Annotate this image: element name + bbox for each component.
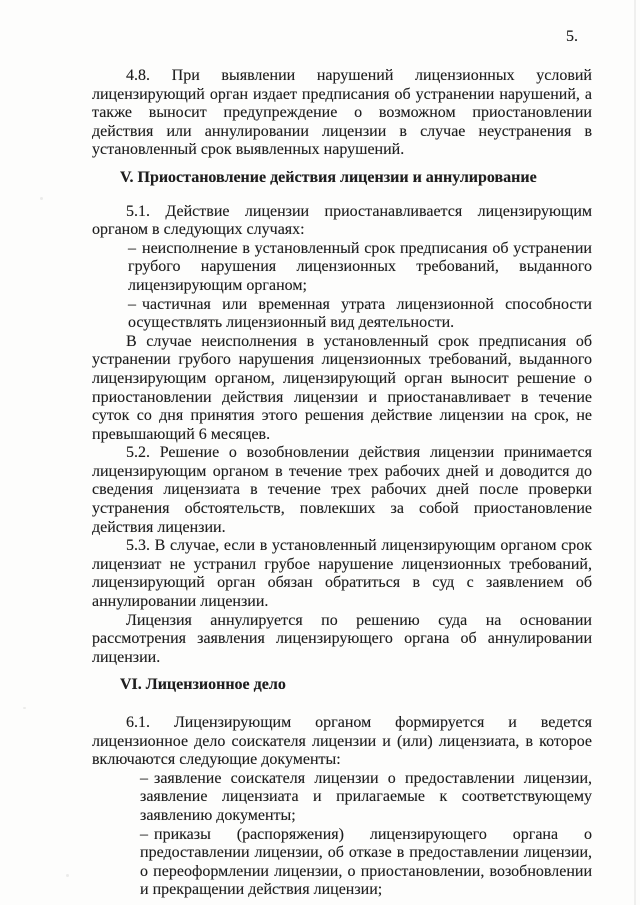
list-item-text: приказы (распоряжения) лицензирующего органа о предоставлении лицензии, об отказе в предоставлении лицензии, о переоформлении лицензии, о приостановлении, возобновлении и прекращении действия лицензии; (140, 825, 592, 899)
scan-speck (40, 197, 43, 200)
scan-speck (23, 707, 26, 709)
list-item (140, 770, 592, 826)
list-item (140, 826, 592, 900)
page-number: 5. (566, 28, 578, 45)
scan-edge-artifact (634, 0, 636, 905)
list-dash: – (128, 295, 136, 313)
list-item (128, 296, 592, 333)
list-dash: – (128, 239, 136, 257)
list-dash: – (140, 825, 148, 843)
list-item-text: частичная или временная утрата лицензионной способности осуществлять лицензионный вид деятельности. (128, 295, 592, 332)
paragraph-5-1-intro: 5.1. Действие лицензии приостанавливается лицензирующим органом в следующих случаях: (92, 202, 592, 239)
list-dash: – (140, 769, 148, 787)
list-item (128, 240, 592, 296)
section-v-heading: V. Приостановление действия лицензии и аннулирование (120, 168, 537, 186)
paragraph-4-8: 4.8. При выявлении нарушений лицензионных условий лицензирующий орган издает предписания об устранении нарушений, а также выносит предупреждение о возможном приостановлении действия или аннулировании лицензии в случае неустранения в установленный срок выявленных нарушений. (92, 67, 592, 159)
paragraph-5-1-note: В случае неисполнения в установленный срок предписания об устранении грубого нарушения лицензионных требований, выданного лицензирующим органом, лицензирующий орган выносит решение о приостановлении действия лицензии и приостанавливает в течение суток со дня принятия этого решения действие лицензии на срок, не превышающий 6 месяцев. (92, 332, 592, 443)
paragraph-5-3-note: Лицензия аннулируется по решению суда на основании рассмотрения заявления лицензирующего органа об аннулировании лицензии. (92, 611, 592, 666)
list-6-1 (140, 770, 592, 900)
list-item-text: неисполнение в установленный срок предписания об устранении грубого нарушения лицензионных требований, выданного лицензирующим органом; (128, 239, 592, 294)
document-text-block (92, 28, 592, 900)
paragraph-5-3: 5.3. В случае, если в установленный лицензирующим органом срок лицензиат не устранил грубое нарушение лицензионных требований, лицензирующий орган обязан обратиться в суд с заявлением об аннулировании лицензии. (92, 537, 592, 611)
list-item-text: заявление соискателя лицензии о предоставлении лицензии, заявление лицензиата и прилагаемые к соответствующему заявлению документы; (140, 769, 592, 824)
section-vi-heading: VI. Лицензионное дело (120, 676, 286, 694)
list-5-1 (128, 240, 592, 333)
paragraph-6-1-intro: 6.1. Лицензирующим органом формируется и ведется лицензионное дело соискателя лицензии и (или) лицензиата, в которое включаются следующие документы: (92, 714, 592, 769)
paragraph-5-2: 5.2. Решение о возобновлении действия лицензии принимается лицензирующим органом в течение трех рабочих дней и доводится до сведения лицензиата в течение трех рабочих дней после проверки устранения обстоятельств, повлекших за собой приостановление действия лицензии. (92, 444, 592, 536)
scan-speck (66, 874, 69, 877)
